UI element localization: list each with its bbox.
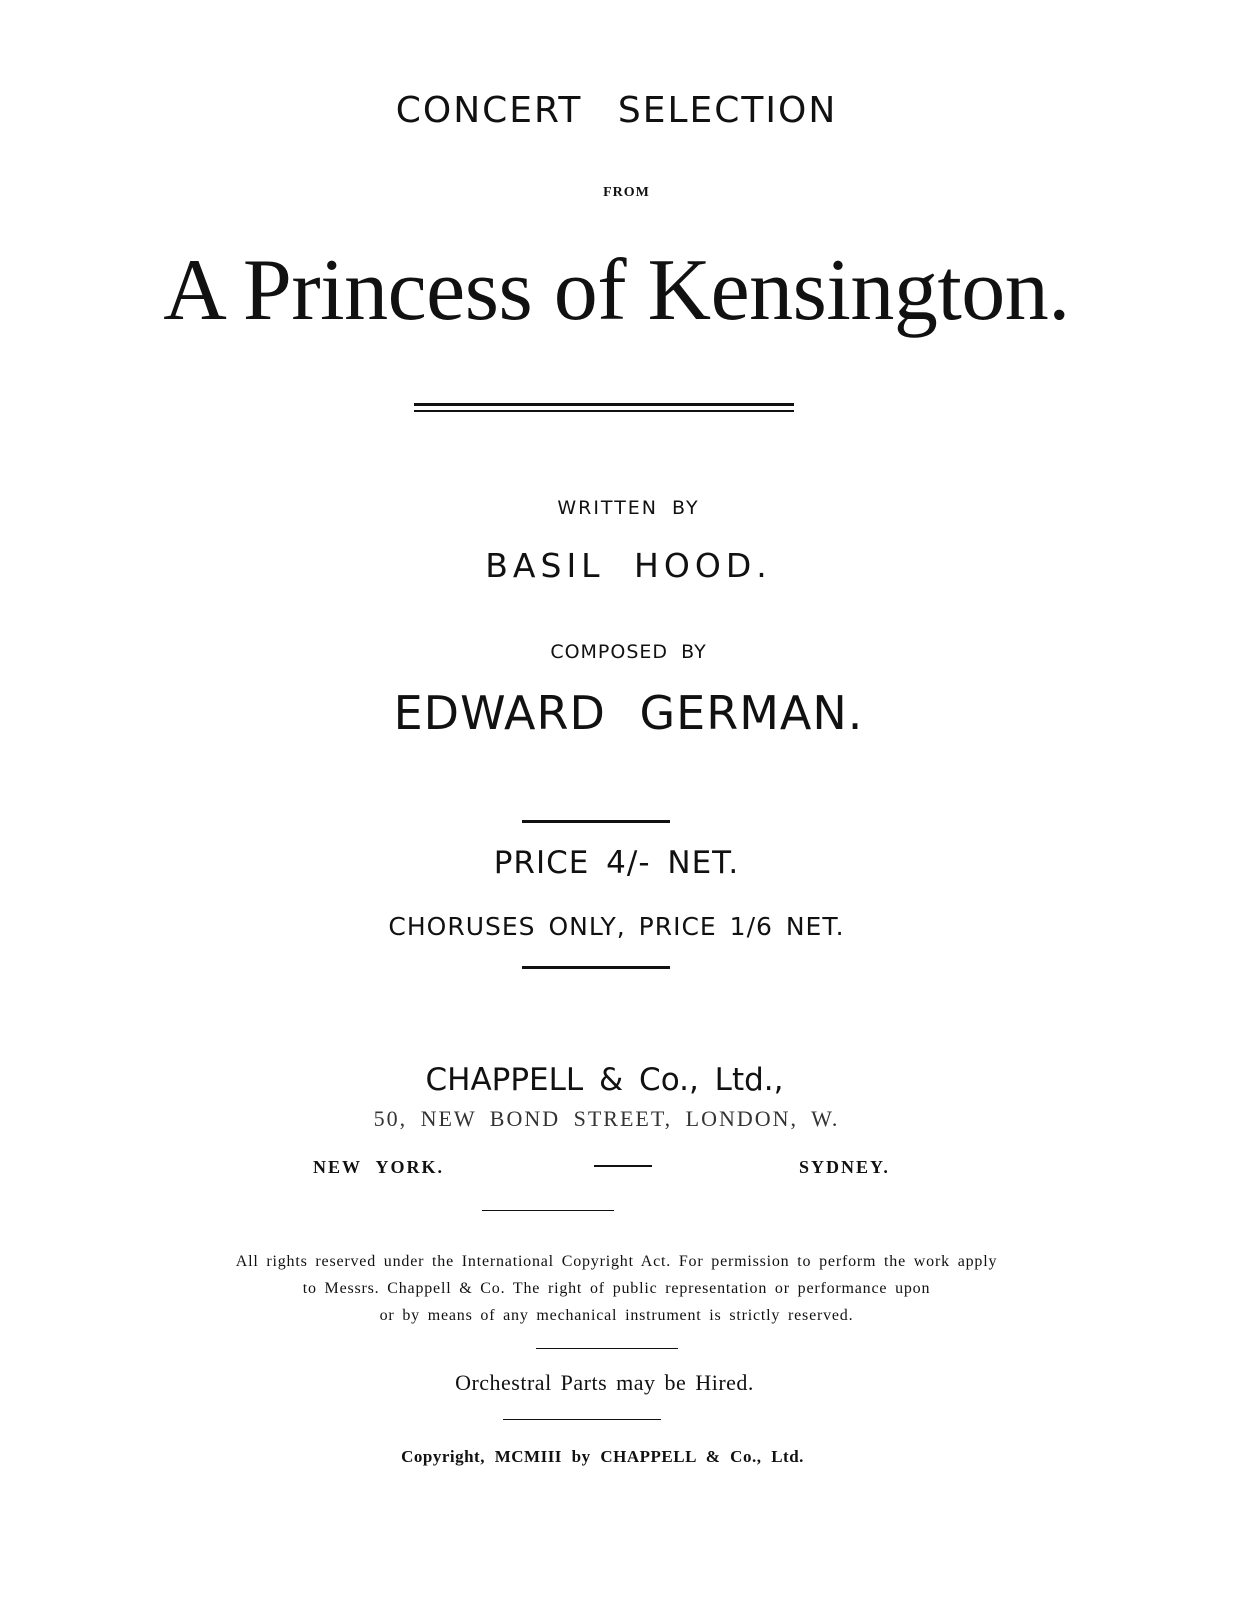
city-dash-divider xyxy=(594,1165,652,1167)
author-name: BASIL HOOD. xyxy=(485,546,772,585)
composer-name: EDWARD GERMAN. xyxy=(393,686,864,740)
choruses-price-text: CHORUSES ONLY, PRICE 1/6 NET. xyxy=(388,912,845,941)
price-text: PRICE 4/- NET. xyxy=(493,845,740,881)
rights-line-1: All rights reserved under the International Copyright Act. For permission to perform the work apply xyxy=(235,1253,998,1270)
work-title: A Princess of Kensington. xyxy=(163,242,1070,339)
orchestral-parts-notice: Orchestral Parts may be Hired. xyxy=(455,1370,754,1395)
city-new-york: NEW YORK. xyxy=(313,1157,445,1177)
composed-by-label: COMPOSED BY xyxy=(550,641,707,663)
written-by-label: WRITTEN BY xyxy=(557,497,700,519)
from-label: FROM xyxy=(603,185,650,200)
title-divider-thin xyxy=(414,410,794,412)
rights-line-2: to Messrs. Chappell & Co. The right of public representation or performance upon xyxy=(302,1280,931,1297)
rights-notice xyxy=(0,1248,1233,1329)
orchestral-divider xyxy=(536,1348,678,1349)
title-divider-thick xyxy=(414,403,794,406)
rights-line-3: or by means of any mechanical instrument is strictly reserved. xyxy=(379,1307,854,1324)
concert-selection-heading: CONCERT SELECTION xyxy=(395,90,838,131)
copyright-notice: Copyright, MCMIII by CHAPPELL & Co., Ltd. xyxy=(401,1447,804,1466)
city-sydney: SYDNEY. xyxy=(799,1157,890,1177)
price-divider-top xyxy=(522,820,670,823)
publisher-name: CHAPPELL & Co., Ltd., xyxy=(425,1062,784,1098)
price-divider-bottom xyxy=(522,966,670,969)
copyright-divider xyxy=(503,1419,661,1420)
rights-divider xyxy=(482,1210,614,1211)
publisher-address: 50, NEW BOND STREET, LONDON, W. xyxy=(373,1106,840,1131)
